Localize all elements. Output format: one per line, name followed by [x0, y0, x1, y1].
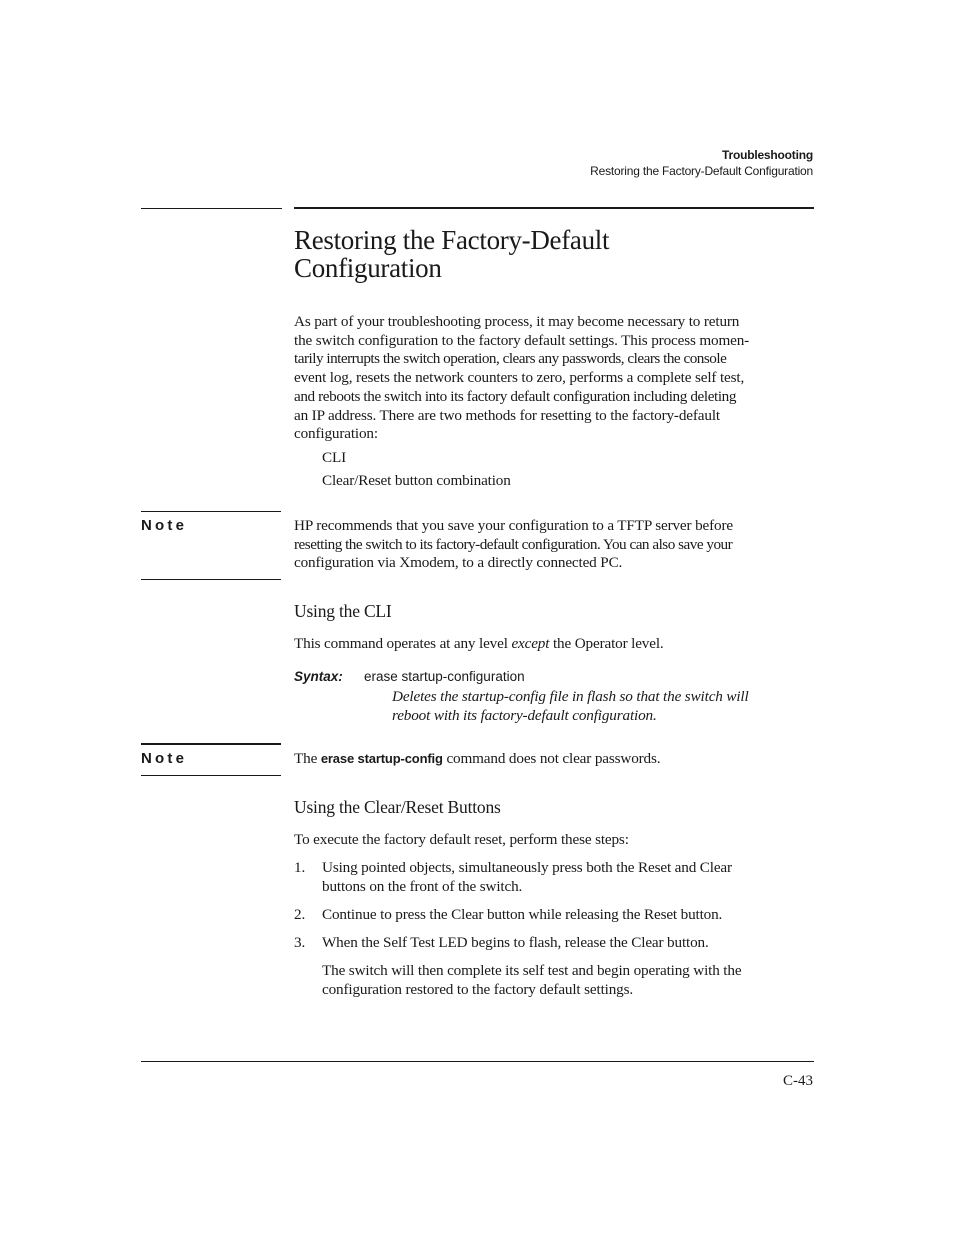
step-line: buttons on the front of the switch.: [322, 877, 523, 895]
note1-label: Note: [141, 517, 188, 534]
intro-line: the switch configuration to the factory default settings. This process momen-: [294, 331, 750, 349]
running-head-section: Restoring the Factory-Default Configuration: [590, 164, 813, 178]
page-title-line-1: Restoring the Factory-Default: [294, 225, 610, 255]
note2-text-after: command does not clear passwords.: [442, 750, 661, 767]
intro-line: configuration:: [294, 425, 378, 443]
note2-text-before: The: [294, 750, 321, 767]
note1-line: resetting the switch to its factory-default configuration. You can also save your: [294, 535, 733, 553]
note2-rule-bottom: [141, 775, 281, 776]
step-number: 1.: [294, 859, 306, 876]
section-heading-buttons: Using the Clear/Reset Buttons: [294, 797, 501, 817]
intro-line: event log, resets the network counters to zero, performs a complete self test,: [294, 369, 745, 387]
step-number: 2.: [294, 906, 306, 923]
note2-label: Note: [141, 750, 188, 767]
note1-text: [294, 517, 816, 573]
note2-text: [294, 750, 816, 769]
intro-paragraph: [294, 313, 816, 444]
note2-command: erase startup-config: [320, 751, 443, 766]
step-text: [322, 934, 816, 953]
intro-line: an IP address. There are two methods for resetting to the factory-default: [294, 406, 720, 424]
syntax-description-line: Deletes the startup-config file in flash so that the switch will: [392, 688, 749, 705]
step-number: 3.: [294, 934, 306, 951]
cli-text-emphasis: except: [511, 635, 550, 652]
intro-line: As part of your troubleshooting process, it may become necessary to return: [294, 313, 740, 330]
step-text: [322, 859, 816, 896]
closing-paragraph: [322, 962, 816, 999]
closing-line: The switch will then complete its self test and begin operating with the: [322, 962, 742, 979]
note2-rule-top: [141, 743, 281, 745]
cli-text-before: This command operates at any level: [294, 635, 512, 652]
buttons-intro: To execute the factory default reset, perform these steps:: [294, 831, 629, 848]
running-head-chapter: Troubleshooting: [722, 148, 813, 162]
step-text: [322, 906, 816, 925]
step-line: Using pointed objects, simultaneously press both the Reset and Clear: [322, 859, 732, 876]
cli-description: [294, 635, 816, 654]
page-number: C-43: [783, 1073, 813, 1089]
page-title-line-2: Configuration: [294, 253, 442, 283]
margin-rule-top: [141, 208, 282, 209]
syntax-description-line: reboot with its factory-default configuration.: [392, 706, 657, 724]
cli-text-after: the Operator level.: [549, 635, 664, 652]
intro-line: tarily interrupts the switch operation, clears any passwords, clears the console: [294, 350, 727, 368]
syntax-description: [392, 688, 816, 725]
closing-line: configuration restored to the factory default settings.: [322, 980, 634, 998]
note1-rule-top: [141, 511, 281, 512]
step-line: When the Self Test LED begins to flash, release the Clear button.: [322, 934, 709, 951]
method-item-cli: CLI: [322, 449, 347, 466]
page-title: [294, 226, 814, 282]
intro-line: and reboots the switch into its factory default configuration including deleting: [294, 387, 737, 405]
note1-line: configuration via Xmodem, to a directly connected PC.: [294, 554, 623, 572]
note1-line: HP recommends that you save your configuration to a TFTP server before: [294, 517, 733, 534]
step-line: Continue to press the Clear button while releasing the Reset button.: [322, 906, 723, 923]
method-item-buttons: Clear/Reset button combination: [322, 472, 511, 489]
note1-rule-bottom: [141, 579, 281, 580]
section-heading-cli: Using the CLI: [294, 601, 392, 621]
footer-rule: [141, 1061, 814, 1062]
title-rule: [294, 207, 814, 209]
syntax-command: erase startup-configuration: [364, 669, 525, 684]
syntax-label: Syntax:: [294, 669, 343, 684]
